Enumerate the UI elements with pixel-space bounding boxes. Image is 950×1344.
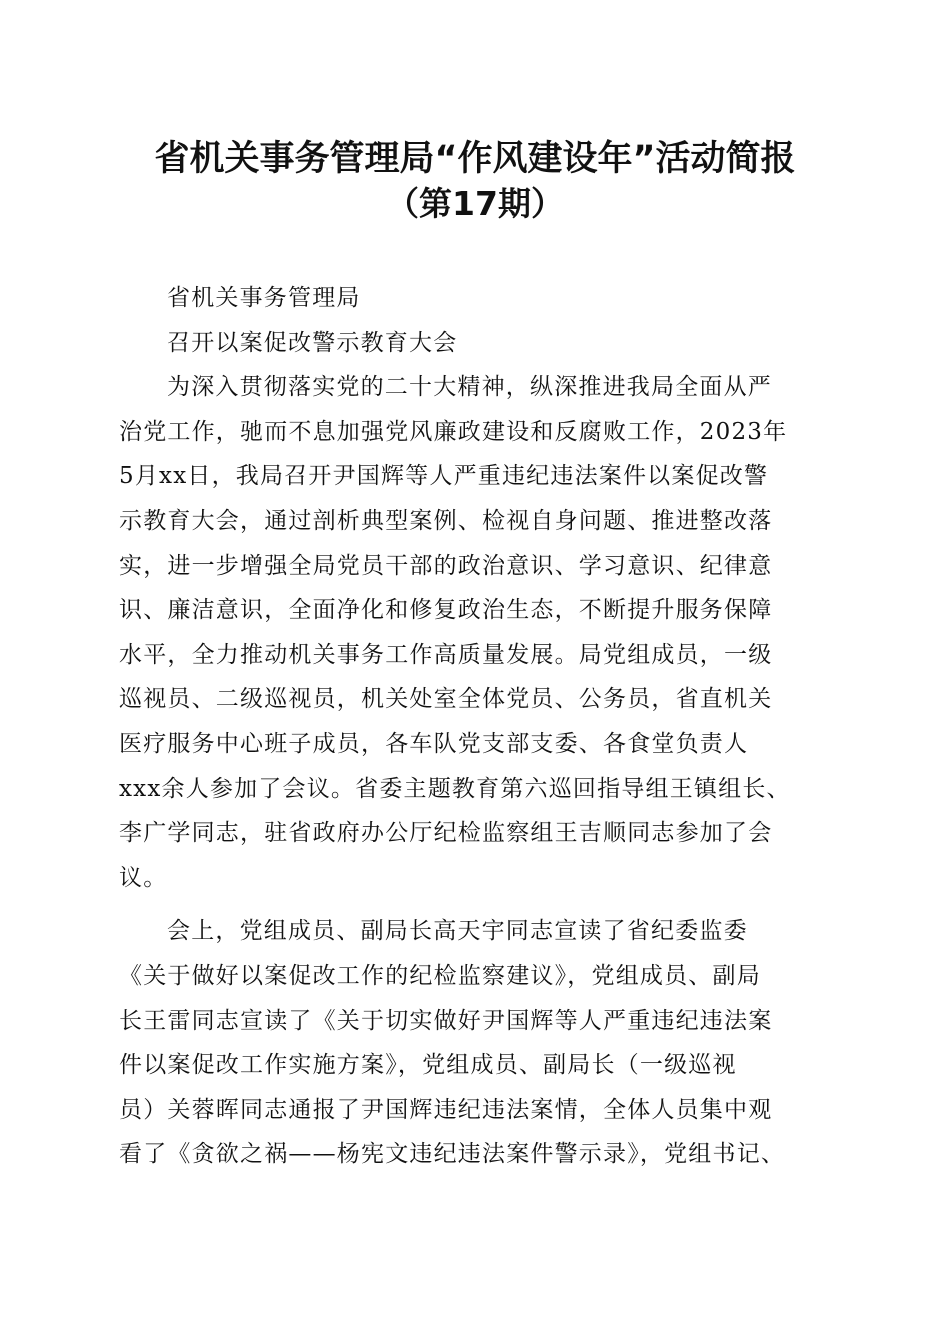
subheading-org: 省机关事务管理局 xyxy=(167,285,361,311)
paragraph-line: 议。 xyxy=(119,864,168,891)
document-title xyxy=(0,136,950,226)
paragraph-line: 治党工作，驰而不息加强党风廉政建设和反腐败工作，2023年 xyxy=(119,418,788,445)
document-body xyxy=(119,276,835,1177)
title-issue-number: （第17期） xyxy=(386,184,564,223)
paragraph-line: 《关于做好以案促改工作的纪检监察建议》，党组成员、副局 xyxy=(119,962,761,989)
paragraph-line: 为深入贯彻落实党的二十大精神，纵深推进我局全面从严 xyxy=(167,374,772,401)
paragraph-line: 长王雷同志宣读了《关于切实做好尹国辉等人严重违纪违法案 xyxy=(119,1007,773,1034)
paragraph-line: 员）关蓉晖同志通报了尹国辉违纪违法案情，全体人员集中观 xyxy=(119,1096,773,1123)
paragraph-line: 识、廉洁意识，全面净化和修复政治生态，不断提升服务保障 xyxy=(119,597,773,624)
paragraph-line: 巡视员、二级巡视员，机关处室全体党员、公务员，省直机关 xyxy=(119,686,773,713)
paragraph-line: 件以案促改工作实施方案》，党组成员、副局长（一级巡视 xyxy=(119,1052,737,1079)
paragraph-line: xxx余人参加了会议。省委主题教育第六巡回指导组王镇组长、 xyxy=(119,775,791,802)
paragraph-line: 水平，全力推动机关事务工作高质量发展。局党组成员，一级 xyxy=(119,641,773,668)
paragraph-line: 示教育大会，通过剖析典型案例、检视自身问题、推进整改落 xyxy=(119,507,773,534)
paragraph-line: 看了《贪欲之祸——杨宪文违纪违法案件警示录》，党组书记、 xyxy=(119,1141,786,1168)
paragraph-line: 李广学同志，驻省政府办公厅纪检监察组王吉顺同志参加了会 xyxy=(119,820,773,847)
paragraph-2 xyxy=(119,909,835,1177)
paragraph-line: 会上，党组成员、副局长高天宇同志宣读了省纪委监委 xyxy=(167,918,748,945)
paragraph-line: 医疗服务中心班子成员，各车队党支部支委、各食堂负责人 xyxy=(119,730,749,757)
paragraph-gap xyxy=(119,900,835,909)
title-main: 省机关事务管理局“作风建设年”活动简报 xyxy=(154,139,796,179)
paragraph-line: 实，进一步增强全局党员干部的政治意识、学习意识、纪律意 xyxy=(119,552,773,579)
subheading-event: 召开以案促改警示教育大会 xyxy=(167,329,458,356)
paragraph-line: 5月xx日，我局召开尹国辉等人严重违纪违法案件以案促改警 xyxy=(119,463,769,490)
paragraph-1 xyxy=(119,365,835,900)
